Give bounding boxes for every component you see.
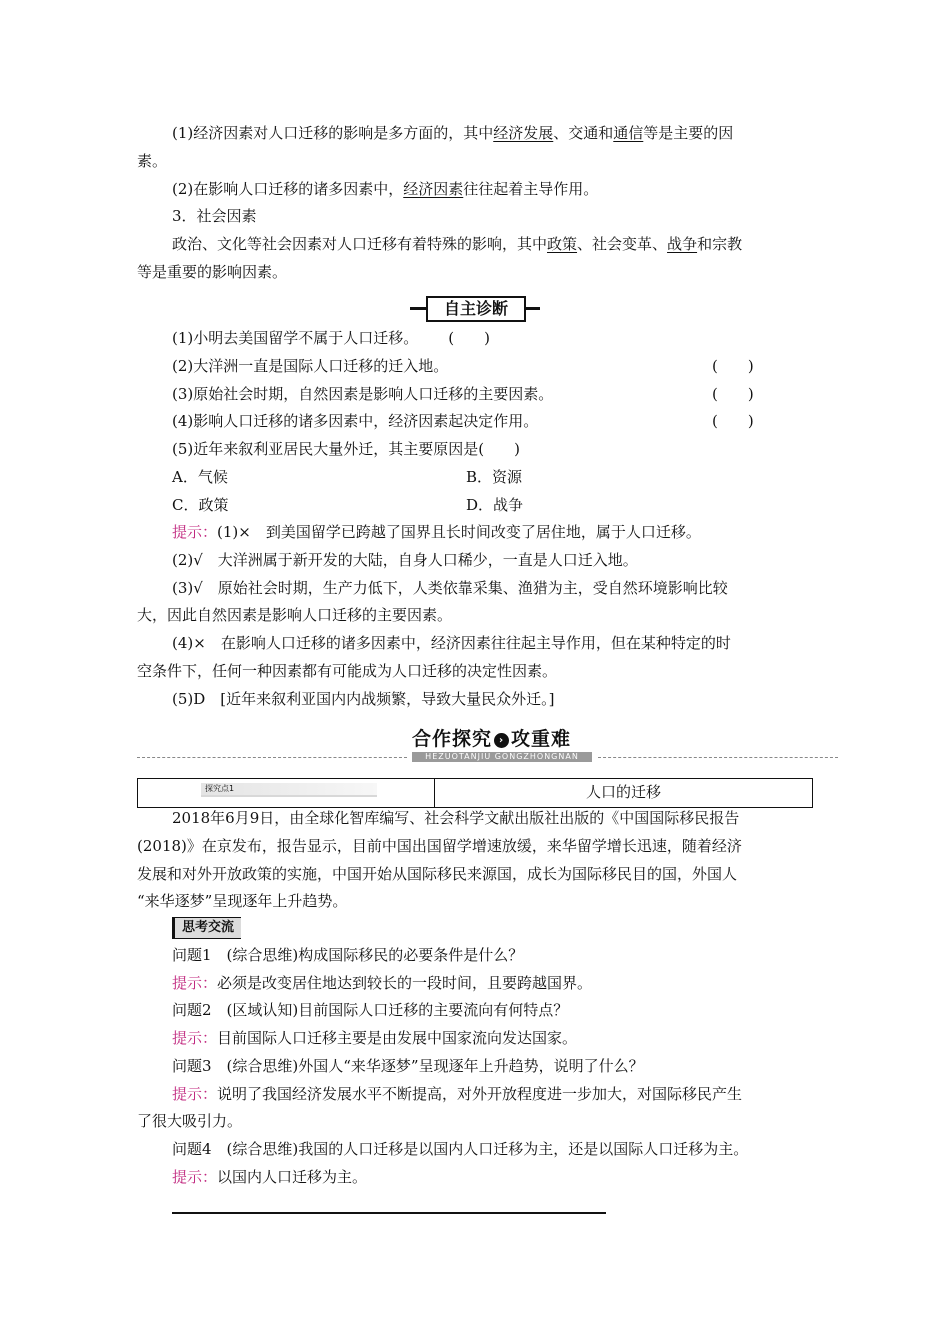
diagnosis-answer-3: (3)√ 原始社会时期，生产力低下，人类依靠采集、渔猎为主，受自然环境影响比较 (172, 579, 728, 597)
answer-economic-factor: 经济因素 (403, 180, 464, 198)
question-1: 问题1 (综合思维)构成国际移民的必要条件是什么？ (172, 946, 524, 964)
text: 目前国际人口迁移主要是由发展中国家流向发达国家。 (217, 1029, 578, 1047)
factor-economic-1-cont: 素。 (137, 152, 168, 170)
question-4: 问题4 (综合思维)我国的人口迁移是以国内人口迁移为主，还是以国际人口迁移为主。 (172, 1140, 749, 1158)
text: 往往起着主导作用。 (463, 180, 599, 198)
tag-underline (201, 795, 377, 797)
option-a: A．气候 (172, 468, 228, 486)
text: 、社会变革、 (577, 235, 668, 253)
diagnosis-banner (410, 296, 540, 320)
text: 说明了我国经济发展水平不断提高，对外开放程度进一步加大，对国际移民产生 (217, 1085, 743, 1103)
option-c: C．政策 (172, 496, 229, 514)
explore-banner (412, 726, 571, 752)
hint-label: 提示： (172, 1029, 218, 1047)
hint-label: 提示： (172, 523, 218, 541)
passage-line: “来华逐梦”呈现逐年上升趋势。 (137, 892, 348, 910)
answer-economic-development: 经济发展 (493, 124, 554, 142)
divider-left (137, 757, 407, 758)
explore-title-emphasis: 攻重难 (511, 728, 572, 750)
question-2: 问题2 (区域认知)目前国际人口迁移的主要流向有何特点？ (172, 1001, 569, 1019)
factor-economic-2 (172, 178, 598, 200)
divider-right (598, 757, 838, 758)
answer-war: 战争 (667, 235, 698, 253)
diagnosis-answer-4-cont: 空条件下，任何一种因素都有可能成为人口迁移的决定性因素。 (137, 662, 558, 680)
hint-3 (172, 1083, 742, 1105)
answer-communication: 通信 (613, 124, 644, 142)
passage-line: (2018)》在京发布，报告显示，目前中国出国留学增速放缓，来华留学增长迅速，随着经济 (137, 837, 742, 855)
option-d: D．战争 (466, 496, 524, 514)
footer-rule (172, 1212, 606, 1214)
option-b: B．资源 (466, 468, 523, 486)
diagnosis-title: 自主诊断 (426, 296, 526, 322)
text: 和宗教 (697, 235, 743, 253)
arrow-right-icon: › (494, 733, 509, 748)
explore-title: 合作探究 (412, 728, 493, 750)
topic-table (137, 778, 813, 808)
hint-label: 提示： (172, 1168, 218, 1186)
section-heading-social: 3．社会因素 (172, 207, 257, 225)
text: 政治、文化等社会因素对人口迁移有着特殊的影响，其中 (172, 235, 548, 253)
hint-4 (172, 1166, 367, 1188)
explore-point-tag (201, 783, 377, 795)
answer-policy: 政策 (547, 235, 578, 253)
diagnosis-answer-5: (5)D [近年来叙利亚国内内战频繁，导致大量民众外迁。] (172, 690, 555, 708)
hint-label: 提示： (172, 1085, 218, 1103)
passage-line: 2018年6月9日，由全球化智库编写、社会科学文献出版社出版的《中国国际移民报告 (172, 809, 740, 827)
diagnosis-q1 (172, 327, 490, 349)
tag-label: 探究点1 (205, 784, 235, 793)
factor-social-cont: 等是重要的影响因素。 (137, 263, 288, 281)
factor-social (172, 233, 742, 255)
hint-1 (172, 972, 592, 994)
passage-line: 发展和对外开放政策的实施，中国开始从国际移民来源国，成长为国际移民目的国，外国人 (137, 865, 738, 883)
explore-subtitle: HEZUOTANJIU GONGZHONGNAN (412, 752, 592, 762)
hint-3-cont: 了很大吸引力。 (137, 1112, 243, 1130)
diagnosis-answer-3-cont: 大，因此自然因素是影响人口迁移的主要因素。 (137, 606, 453, 624)
text: 必须是改变居住地达到较长的一段时间，且要跨越国界。 (217, 974, 593, 992)
think-exchange-label: 思考交流 (172, 917, 241, 939)
diagnosis-answer-1 (172, 521, 701, 543)
text: (2)在影响人口迁移的诸多因素中， (172, 180, 404, 198)
text: (1)× 到美国留学已跨越了国界且长时间改变了居住地，属于人口迁移。 (217, 523, 701, 541)
text: 、交通和 (553, 124, 614, 142)
question-3: 问题3 (综合思维)外国人“来华逐梦”呈现逐年上升趋势，说明了什么？ (172, 1057, 644, 1075)
topic-tag-cell (138, 779, 435, 807)
factor-economic-1 (172, 122, 733, 144)
answer-blank: ( ) (448, 329, 490, 347)
diagnosis-q4: (4)影响人口迁移的诸多因素中，经济因素起决定作用。 (172, 412, 539, 430)
diagnosis-q2: (2)大洋洲一直是国际人口迁移的迁入地。 (172, 357, 449, 375)
text: (1)经济因素对人口迁移的影响是多方面的，其中 (172, 124, 494, 142)
answer-blank: ( ) (712, 412, 754, 430)
diagnosis-answer-4: (4)× 在影响人口迁移的诸多因素中，经济因素往往起主导作用，但在某种特定的时 (172, 634, 731, 652)
hint-2 (172, 1027, 577, 1049)
diagnosis-q5: (5)近年来叙利亚居民大量外迁，其主要原因是( ) (172, 440, 520, 458)
diagnosis-q3: (3)原始社会时期，自然因素是影响人口迁移的主要因素。 (172, 385, 554, 403)
text: 等是主要的因 (643, 124, 734, 142)
answer-blank: ( ) (712, 357, 754, 375)
text: 以国内人口迁移为主。 (217, 1168, 368, 1186)
topic-title: 人口的迁移 (585, 783, 661, 801)
hint-label: 提示： (172, 974, 218, 992)
text: (1)小明去美国留学不属于人口迁移。 (172, 329, 419, 347)
answer-blank: ( ) (712, 385, 754, 403)
diagnosis-answer-2: (2)√ 大洋洲属于新开发的大陆，自身人口稀少，一直是人口迁入地。 (172, 551, 638, 569)
